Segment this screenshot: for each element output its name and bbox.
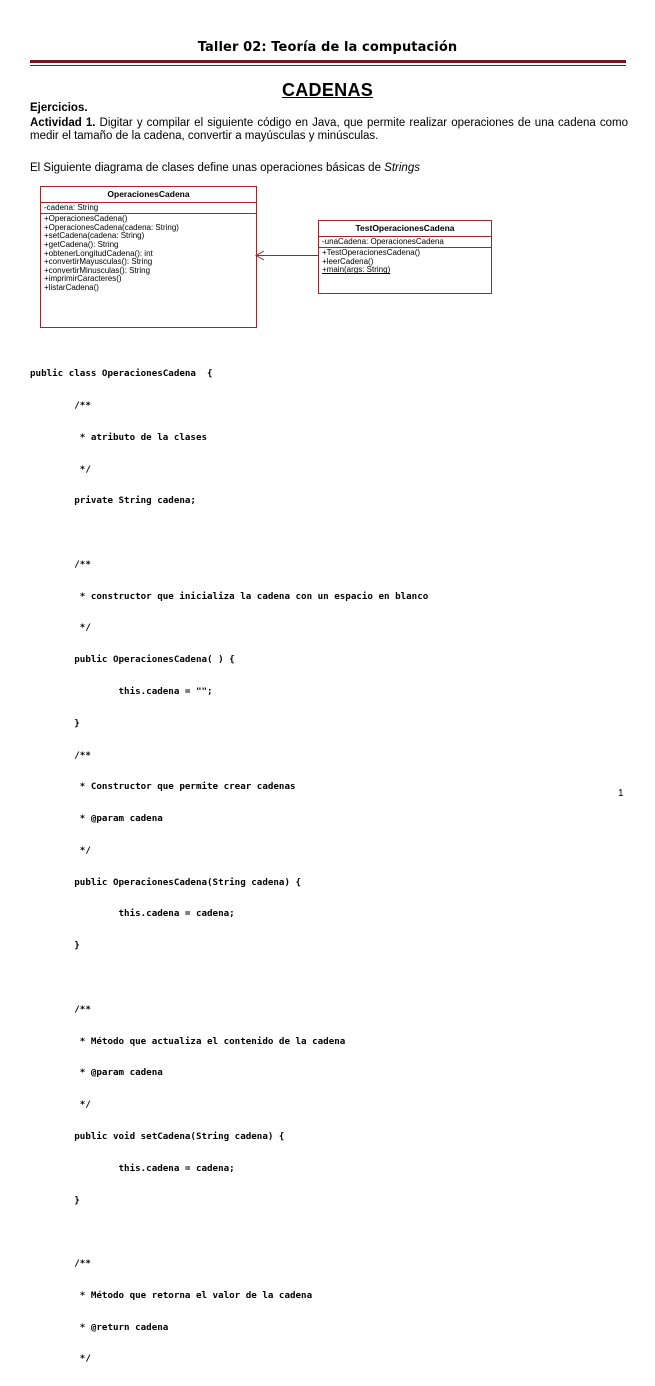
code-line: /** bbox=[30, 558, 91, 570]
uml-method: +imprimirCaracteres() bbox=[44, 274, 122, 284]
code-line: public OperacionesCadena( ) { bbox=[30, 654, 235, 666]
uml-method: +setCadena(cadena: String) bbox=[44, 231, 145, 241]
code-line: public class OperacionesCadena { bbox=[30, 368, 213, 380]
uml-methods bbox=[319, 247, 491, 276]
code-line: /** bbox=[30, 1003, 91, 1015]
code-line: * @param cadena bbox=[30, 1067, 163, 1079]
code-line: */ bbox=[30, 1353, 91, 1365]
code-line: * constructor que inicializa la cadena con un espacio en blanco bbox=[30, 590, 429, 602]
code-line: } bbox=[30, 940, 80, 952]
activity-text: Digitar y compilar el siguiente código en Java, que permite realizar operaciones de una cadena como medir el tamaño de la cadena, convertir a mayúsculas y minúsculas. bbox=[30, 117, 628, 142]
code-line bbox=[30, 973, 630, 984]
uml-class-name: OperacionesCadena bbox=[41, 187, 256, 203]
intro-paragraph bbox=[30, 162, 420, 174]
activity-label: Actividad 1. bbox=[30, 117, 96, 129]
code-line: public OperacionesCadena(String cadena) { bbox=[30, 876, 302, 888]
uml-method: +listarCadena() bbox=[44, 282, 99, 292]
activity-paragraph bbox=[30, 117, 628, 143]
intro-text: El Siguiente diagrama de clases define unas operaciones básicas de bbox=[30, 162, 385, 174]
uml-attribute: -cadena: String bbox=[44, 202, 99, 212]
code-line: */ bbox=[30, 844, 91, 856]
code-line: /** bbox=[30, 399, 91, 411]
code-line: } bbox=[30, 717, 80, 729]
page-number: 1 bbox=[618, 788, 624, 799]
header-rule bbox=[30, 60, 626, 63]
uml-method: +obtenerLongitudCadena(): int bbox=[44, 248, 153, 258]
uml-attributes bbox=[41, 203, 256, 214]
code-line: * Método que retorna el valor de la cadena bbox=[30, 1289, 313, 1301]
section-label: Ejercicios. bbox=[30, 102, 88, 114]
code-line: this.cadena = cadena; bbox=[30, 908, 235, 920]
code-line: * atributo de la clases bbox=[30, 431, 208, 443]
uml-method: +OperacionesCadena(cadena: String) bbox=[44, 222, 179, 232]
code-line: this.cadena = ""; bbox=[30, 686, 213, 697]
code-line: */ bbox=[30, 463, 91, 475]
uml-class-operaciones-cadena bbox=[40, 186, 257, 328]
code-line: */ bbox=[30, 1099, 91, 1111]
code-line: * Constructor que permite crear cadenas bbox=[30, 781, 296, 793]
uml-static-method: +main(args: String) bbox=[322, 265, 391, 275]
uml-class-name: TestOperacionesCadena bbox=[319, 221, 491, 237]
code-line: this.cadena = cadena; bbox=[30, 1162, 235, 1174]
uml-method: +convertirMayusculas(): String bbox=[44, 257, 153, 267]
code-line: */ bbox=[30, 622, 91, 634]
uml-attributes bbox=[319, 237, 491, 248]
arrow-left-icon bbox=[254, 250, 266, 261]
uml-method: +convertirMinusculas(): String bbox=[44, 265, 151, 275]
header-rule-thin bbox=[30, 65, 626, 66]
code-line bbox=[30, 528, 630, 539]
header-title: Taller 02: Teoría de la computación bbox=[197, 40, 458, 55]
code-line: /** bbox=[30, 1258, 91, 1270]
uml-class-test-operaciones-cadena bbox=[318, 220, 492, 294]
code-line bbox=[30, 1227, 630, 1238]
uml-method: +leerCadena() bbox=[322, 256, 374, 266]
intro-emphasis: Strings bbox=[384, 162, 420, 174]
code-line: } bbox=[30, 1194, 80, 1206]
code-line: private String cadena; bbox=[30, 495, 196, 507]
code-listing bbox=[30, 348, 630, 1386]
page-title: CADENAS bbox=[281, 80, 374, 100]
uml-methods bbox=[41, 213, 256, 293]
uml-method: +TestOperacionesCadena() bbox=[322, 248, 421, 258]
code-line: /** bbox=[30, 749, 91, 761]
code-line: public void setCadena(String cadena) { bbox=[30, 1130, 285, 1142]
code-line: * Método que actualiza el contenido de la cadena bbox=[30, 1035, 346, 1047]
uml-method: +OperacionesCadena() bbox=[44, 214, 128, 224]
code-line: * @return cadena bbox=[30, 1321, 169, 1333]
uml-method: +getCadena(): String bbox=[44, 239, 119, 249]
code-line: * @param cadena bbox=[30, 813, 163, 825]
uml-attribute: -unaCadena: OperacionesCadena bbox=[322, 236, 444, 246]
